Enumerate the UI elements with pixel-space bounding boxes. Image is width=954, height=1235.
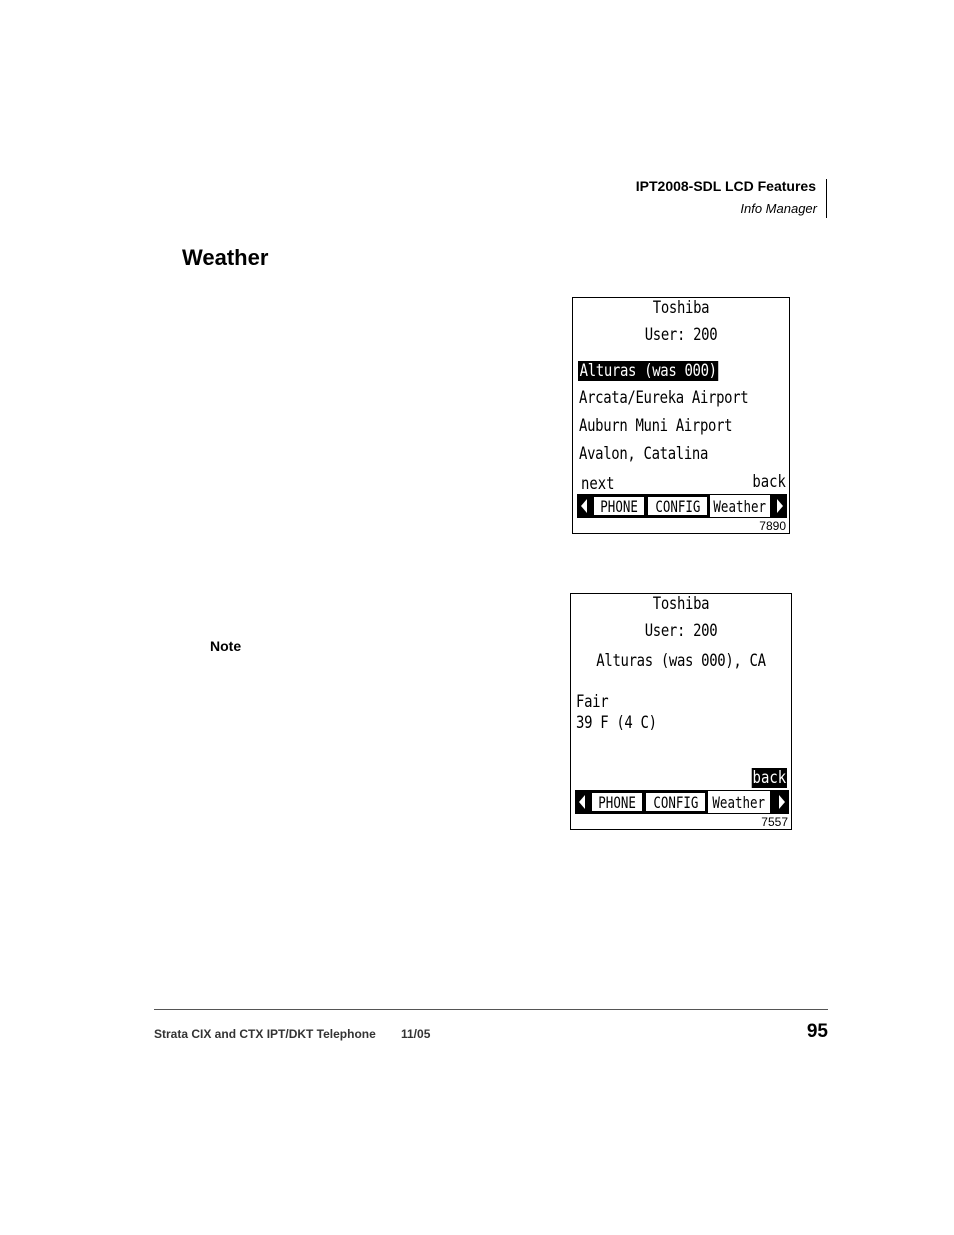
note-label: Note bbox=[210, 638, 242, 654]
figure-number: 7890 bbox=[759, 519, 786, 533]
page-number: 95 bbox=[806, 1021, 828, 1042]
tab-phone[interactable]: PHONE bbox=[593, 496, 645, 516]
running-header-title: IPT2008-SDL LCD Features bbox=[635, 178, 816, 194]
tab-weather[interactable]: Weather bbox=[710, 495, 770, 517]
header-rule bbox=[826, 179, 827, 218]
lcd-screen-location-list bbox=[572, 297, 790, 534]
lcd-screen-weather-detail bbox=[570, 593, 792, 830]
footer-date: 11/05 bbox=[401, 1027, 431, 1041]
lcd-weather-condition: Fair bbox=[576, 692, 609, 712]
lcd-location: Alturas (was 000), CA bbox=[596, 651, 766, 671]
footer-rule bbox=[154, 1009, 828, 1010]
tab-weather[interactable]: Weather bbox=[708, 791, 770, 813]
running-header-subtitle: Info Manager bbox=[740, 201, 817, 216]
tab-phone[interactable]: PHONE bbox=[591, 792, 643, 812]
footer-book-title: Strata CIX and CTX IPT/DKT Telephone bbox=[154, 1027, 376, 1041]
tab-config[interactable]: CONFIG bbox=[647, 496, 708, 516]
softkey-back[interactable]: back bbox=[752, 472, 786, 492]
lcd-list-item[interactable]: Auburn Muni Airport bbox=[579, 416, 733, 436]
lcd-list-item[interactable]: Avalon, Catalina bbox=[579, 444, 709, 464]
lcd-user: User: 200 bbox=[644, 621, 718, 641]
lcd-list-item-selected[interactable]: Alturas (was 000) bbox=[579, 361, 717, 381]
lcd-tab-bar bbox=[575, 790, 789, 814]
lcd-brand: Toshiba bbox=[652, 298, 710, 318]
lcd-brand: Toshiba bbox=[652, 594, 710, 614]
lcd-user: User: 200 bbox=[644, 325, 718, 345]
lcd-tab-bar bbox=[577, 494, 787, 518]
tab-right-arrow-icon[interactable] bbox=[773, 494, 787, 518]
figure-number: 7557 bbox=[761, 815, 788, 829]
lcd-list-item[interactable]: Arcata/Eureka Airport bbox=[579, 388, 749, 408]
tab-right-arrow-icon[interactable] bbox=[775, 790, 789, 814]
tab-left-arrow-icon[interactable] bbox=[575, 790, 589, 814]
tab-config[interactable]: CONFIG bbox=[645, 792, 706, 812]
lcd-temperature: 39 F (4 C) bbox=[576, 713, 657, 733]
softkey-next[interactable]: next bbox=[581, 474, 615, 494]
tab-left-arrow-icon[interactable] bbox=[577, 494, 591, 518]
softkey-back[interactable]: back bbox=[752, 768, 787, 788]
section-title: Weather bbox=[182, 245, 269, 270]
